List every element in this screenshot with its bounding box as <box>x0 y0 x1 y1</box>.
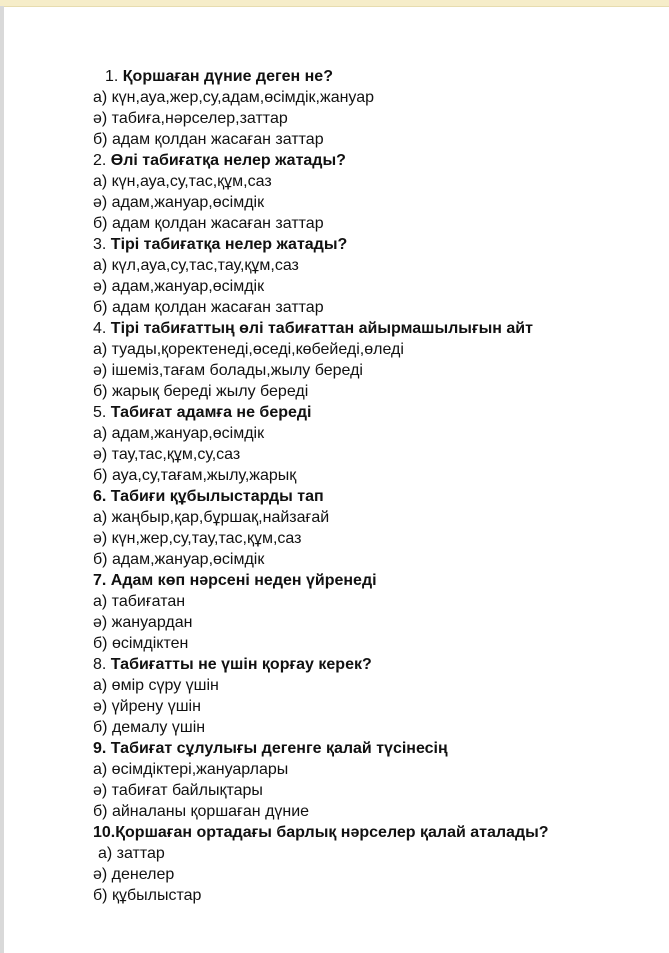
page-left-edge <box>0 6 4 953</box>
option-a: а) күл,ауа,су,тас,тау,құм,саз <box>93 257 299 274</box>
option-ae: ә) күн,жер,су,тау,тас,құм,саз <box>93 530 302 547</box>
question-7 <box>93 570 653 591</box>
option-a: а) жаңбыр,қар,бұршақ,найзағай <box>93 509 330 526</box>
question-8 <box>93 654 653 675</box>
option-a: а) күн,ауа,су,тас,құм,саз <box>93 173 272 190</box>
question-number: 6. <box>93 488 107 505</box>
question-2 <box>93 150 653 171</box>
option-ae: ә) табиғат байлықтары <box>93 782 263 799</box>
option-a: а) табиғатан <box>93 593 186 610</box>
question-4 <box>93 318 653 339</box>
option-ae: ә) адам,жануар,өсімдік <box>93 278 265 295</box>
quiz-content <box>93 66 653 906</box>
question-number: 4. <box>93 320 107 337</box>
question-number: 1. <box>105 68 119 85</box>
option-ae: ә) жануардан <box>93 614 193 631</box>
option-a: а) заттар <box>98 845 165 862</box>
question-number: 3. <box>93 236 107 253</box>
question-text: Табиғи құбылыстарды тап <box>106 488 324 505</box>
option-b: б) өсімдіктен <box>93 635 189 652</box>
question-text: Тірі табиғаттың өлі табиғаттан айырмашылығын айт <box>106 320 533 337</box>
question-text: Қоршаған дүние деген не? <box>118 68 333 85</box>
question-text: Табиғатты не үшін қорғау керек? <box>106 656 372 673</box>
option-b: б) айналаны қоршаған дүние <box>93 803 310 820</box>
option-ae: ә) ішеміз,тағам болады,жылу береді <box>93 362 363 379</box>
question-1 <box>93 66 653 87</box>
question-text: Тірі табиғатқа нелер жатады? <box>106 236 348 253</box>
option-b: б) адам қолдан жасаған заттар <box>93 299 324 316</box>
option-ae: ә) табиға,нәрселер,заттар <box>93 110 288 127</box>
option-b: б) демалу үшін <box>93 719 206 736</box>
question-text: Табиғат адамға не береді <box>106 404 312 421</box>
question-text: Қоршаған ортадағы барлық нәрселер қалай аталады? <box>115 824 549 841</box>
top-toolbar-strip <box>0 0 669 7</box>
option-a: а) туады,қоректенеді,өседі,көбейеді,өледі <box>93 341 404 358</box>
option-b: б) ауа,су,тағам,жылу,жарық <box>93 467 297 484</box>
option-a: а) өсімдіктері,жануарлары <box>93 761 289 778</box>
option-a: а) өмір сүру үшін <box>93 677 219 694</box>
question-6 <box>93 486 653 507</box>
option-b: б) жарық береді жылу береді <box>93 383 309 400</box>
question-10 <box>93 822 653 843</box>
question-number: 8. <box>93 656 107 673</box>
question-5 <box>93 402 653 423</box>
question-9 <box>93 738 653 759</box>
option-a: а) адам,жануар,өсімдік <box>93 425 265 442</box>
question-number: 10. <box>93 824 116 841</box>
option-b: б) құбылыстар <box>93 887 202 904</box>
question-text: Табиғат сұлулығы дегенге қалай түсінесің <box>106 740 448 757</box>
question-text: Адам көп нәрсені неден үйренеді <box>106 572 377 589</box>
option-ae: ә) тау,тас,құм,су,саз <box>93 446 241 463</box>
option-ae: ә) үйрену үшін <box>93 698 201 715</box>
question-number: 9. <box>93 740 107 757</box>
option-b: б) адам,жануар,өсімдік <box>93 551 265 568</box>
question-number: 2. <box>93 152 107 169</box>
option-a: а) күн,ауа,жер,су,адам,өсімдік,жануар <box>93 89 375 106</box>
option-b: б) адам қолдан жасаған заттар <box>93 215 324 232</box>
question-3 <box>93 234 653 255</box>
question-text: Өлі табиғатқа нелер жатады? <box>106 152 346 169</box>
option-b: б) адам қолдан жасаған заттар <box>93 131 324 148</box>
question-number: 5. <box>93 404 107 421</box>
option-ae: ә) денелер <box>93 866 175 883</box>
option-ae: ә) адам,жануар,өсімдік <box>93 194 265 211</box>
question-number: 7. <box>93 572 107 589</box>
